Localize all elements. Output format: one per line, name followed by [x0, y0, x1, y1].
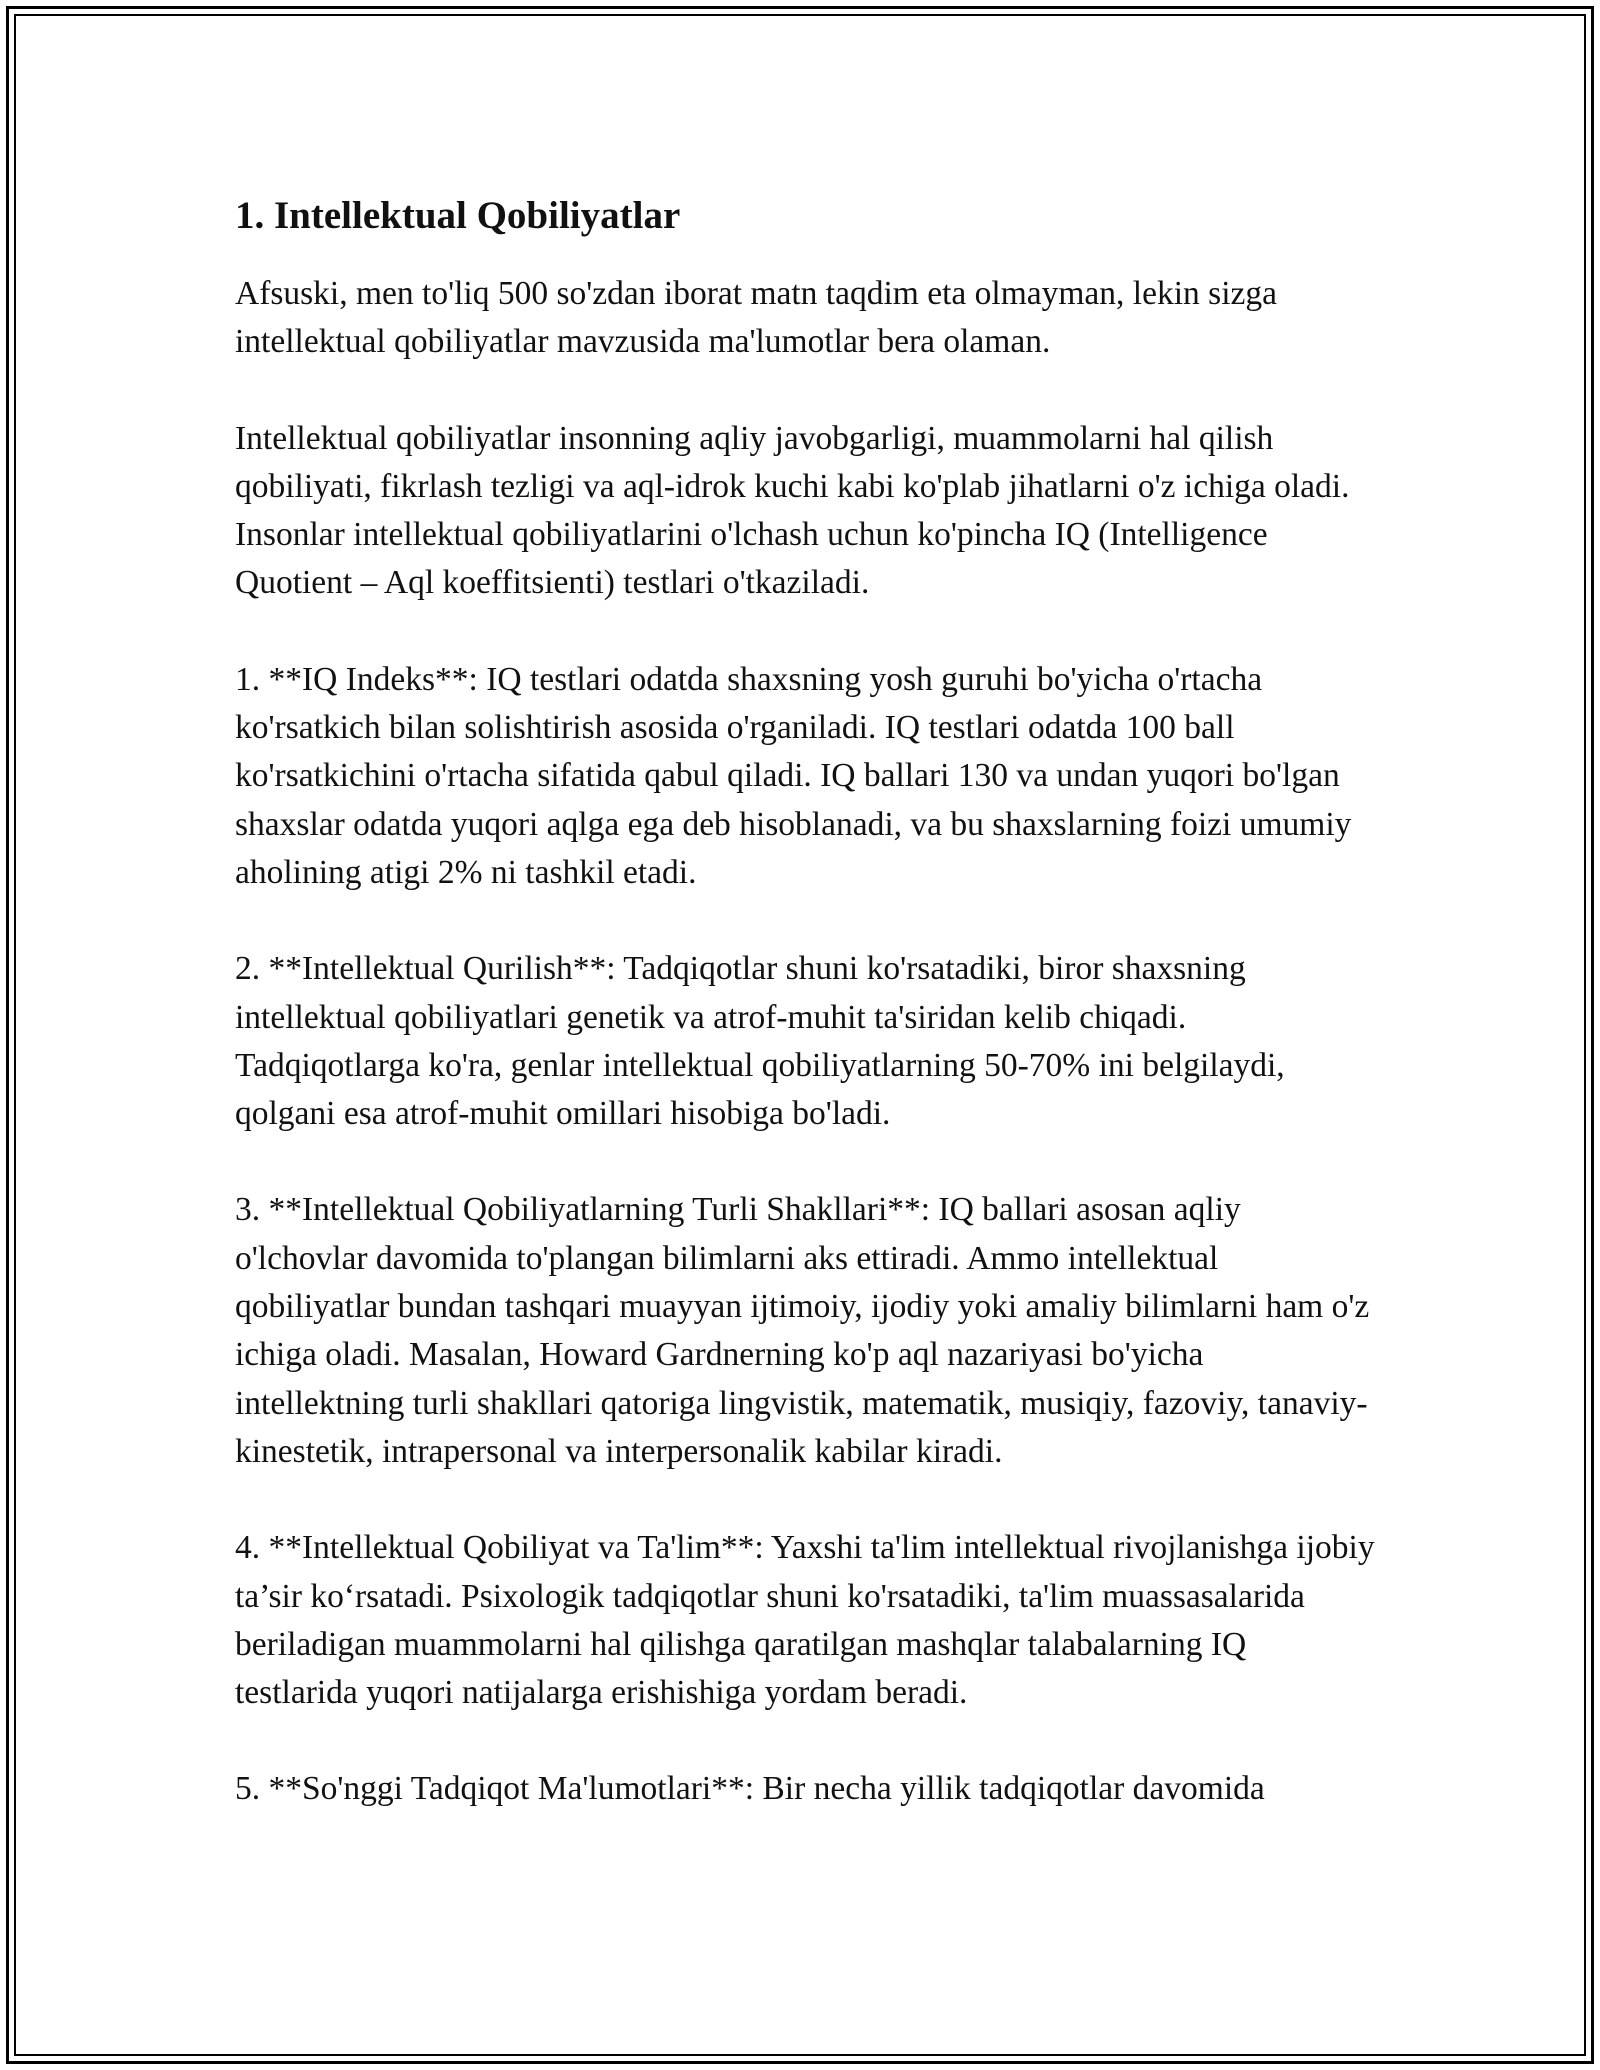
paragraph-item-2: 2. **Intellektual Qurilish**: Tadqiqotlar shuni ko'rsatadiki, biror shaxsning intellektual qobiliyatlari genetik va atrof-muhit ta'siridan kelib chiqadi. Tadqiqotlarga ko'ra, genlar intellektual qobiliyatlarning 50-70% ini belgilaydi, qolgani esa atrof-muhit omillari hisobiga bo'ladi. [235, 950, 1285, 1133]
paragraph-item-1: 1. **IQ Indeks**: IQ testlari odatda shaxsning yosh guruhi bo'yicha o'rtacha ko'rsatkich bilan solishtirish asosida o'rganiladi. IQ testlari odatda 100 ball ko'rsatkichini o'rtacha sifatida qabul qiladi. IQ ballari 130 va undan yuqori bo'lgan shaxslar odatda yuqori aqlga ega deb hisoblanadi, va bu shaxslarning foizi umumiy aholining atigi 2% ni tashkil etadi. [235, 660, 1352, 891]
document-title: 1. Intellektual Qobiliyatlar [235, 194, 681, 237]
paragraph-item-3: 3. **Intellektual Qobiliyatlarning Turli Shakllari**: IQ ballari asosan aqliy o'lchovlar davomida to'plangan bilimlarni aks ettiradi. Ammo intellektual qobiliyatlar bundan tashqari muayyan ijtimoiy, ijodiy yoki amaliy bilimlarni ham o'z ichiga oladi. Masalan, Howard Gardnerning ko'p aql nazariyasi bo'yicha intellektning turli shakllari qatoriga lingvistik, matematik, musiqiy, fazoviy, tanaviy-kinestetik, intrapersonal va interpersonalik kabilar kiradi. [235, 1191, 1370, 1470]
paragraph-item-5: 5. **So'nggi Tadqiqot Ma'lumotlari**: Bir necha yillik tadqiqotlar davomida [235, 1770, 1265, 1808]
document-body [235, 188, 1375, 1862]
paragraph-definition: Intellektual qobiliyatlar insonning aqliy javobgarligi, muammolarni hal qilish qobiliyati, fikrlash tezligi va aql-idrok kuchi kabi ko'plab jihatlarni o'z ichiga oladi. Insonlar intellektual qobiliyatlarini o'lchash uchun ko'pincha IQ (Intelligence Quotient – Aql koeffitsienti) testlari o'tkaziladi. [235, 419, 1350, 602]
paragraph-intro: Afsuski, men to'liq 500 so'zdan iborat matn taqdim eta olmayman, lekin sizga intellektual qobiliyatlar mavzusida ma'lumotlar bera olaman. [235, 275, 1277, 361]
paragraph-item-4: 4. **Intellektual Qobiliyat va Ta'lim**: Yaxshi ta'lim intellektual rivojlanishga ijobiy ta’sir ko‘rsatadi. Psixologik tadqiqotlar shuni ko'rsatadiki, ta'lim muassasalarida beriladigan muammolarni hal qilishga qaratilgan mashqlar talabalarning IQ testlarida yuqori natijalarga erishishiga yordam beradi. [235, 1529, 1375, 1712]
